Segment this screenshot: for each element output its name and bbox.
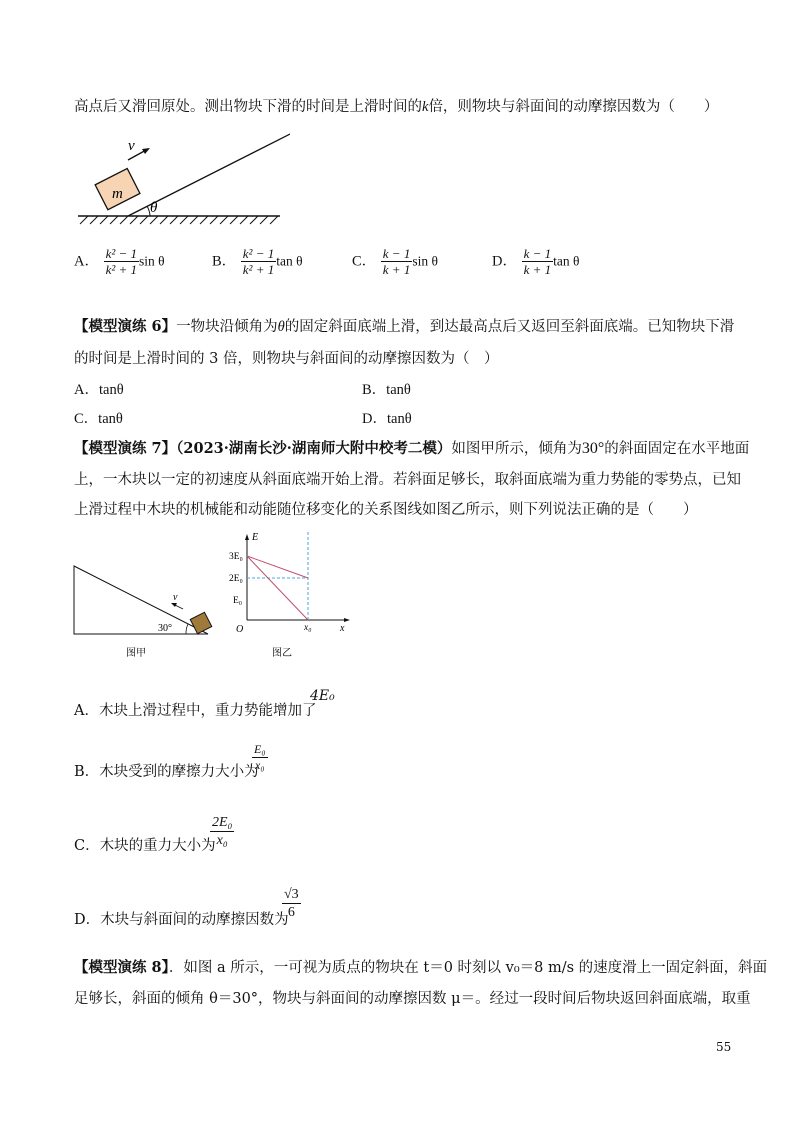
angle-arc-30 [186, 624, 188, 634]
wooden-block [190, 612, 212, 634]
q7-option-a[interactable]: A．木块上滑过程中，重力势能增加了 [74, 703, 317, 719]
caption-yi: 图乙 [272, 648, 292, 659]
q6-option-a[interactable]: A．tanθ [74, 382, 124, 398]
q8-line-1: 【模型演练 8】．如图 a 所示，一可视为质点的物块在 t＝0 时刻以 v₀＝8 m/s 的速度滑上一固定斜面，斜面 [74, 959, 768, 976]
yi-y-label: E [252, 532, 259, 543]
q7-tag: 【模型演练 7】 [74, 440, 177, 457]
yi-x-label: x [340, 623, 345, 634]
yi-origin: O [236, 624, 244, 635]
q8-line-2: 足够长，斜面的倾角 θ＝30°，物块与斜面间的动摩擦因数 μ＝。经过一段时间后物块返回斜面底端，取重 [74, 991, 751, 1007]
q6-option-c[interactable]: C．tanθ [74, 411, 123, 427]
q7-option-d-fraction: $\frac{√3}{6}$ [284, 887, 299, 920]
q6-option-d[interactable]: D．tanθ [362, 411, 412, 427]
q6-option-b[interactable]: B．tanθ [362, 382, 411, 398]
q7-line-1: 【模型演练 7】（2023·湖南长沙·湖南师大附中校考二模）如图甲所示，倾角为30°的斜面固定在水平地面 [74, 440, 750, 457]
q8-tag: 【模型演练 8】 [74, 959, 169, 976]
q7-option-b[interactable]: B．木块受到的摩擦力大小为 [74, 764, 259, 780]
yi-tick-e0: E₀ [233, 596, 243, 606]
jia-velocity-label: v [173, 592, 178, 603]
q7-line-2: 上，一木块以一定的初速度从斜面底端开始上滑。若斜面足够长，取斜面底端为重力势能的零势点，已知 [74, 472, 741, 488]
q7-option-d[interactable]: D．木块与斜面间的动摩擦因数为 [74, 912, 289, 928]
q7-line-3: 上滑过程中木块的机械能和动能随位移变化的关系图线如图乙所示，则下列说法正确的是（ ） [74, 502, 698, 518]
figure-yi [228, 528, 356, 660]
yi-tick-2e0: 2E₀ [229, 574, 243, 584]
q5-option-b[interactable]: B． $\frac{\text{k² − 1}}{\text{k² + 1}}$ tan θ [212, 246, 303, 277]
q7-option-c-fraction: $\frac{\text{2E₀}}{\text{x₀}}$ [212, 815, 233, 848]
theta-label: θ [150, 200, 158, 216]
question-continuation: 高点后又滑回原处。测出物块下滑的时间是上滑时间的k倍，则物块与斜面间的动摩擦因数为（ ） [74, 99, 719, 115]
q7-option-b-fraction: $\frac{\text{E₀}}{\text{x₀}}$ [254, 742, 266, 772]
q7-source: （2023·湖南长沙·湖南师大附中校考二模） [176, 440, 452, 457]
mass-label: m [112, 186, 123, 202]
figure-jia [70, 560, 220, 660]
triangle-incline [74, 566, 208, 634]
caption-jia: 图甲 [126, 648, 146, 659]
page-number: 55 [716, 1040, 732, 1054]
q7-option-c[interactable]: C．木块的重力大小为 [74, 838, 216, 854]
q5-option-d[interactable]: D． $\frac{k - 1}{k + 1}$ tan θ [492, 246, 580, 277]
q5-option-a[interactable]: A． $\frac{\text{k² − 1}}{\text{k² + 1}}$ sin θ [74, 246, 165, 277]
velocity-label: v [128, 138, 135, 154]
yi-tick-3e0: 3E₀ [229, 552, 243, 562]
jia-angle-label: 30° [158, 623, 172, 634]
q6-line-2: 的时间是上滑时间的 3 倍，则物块与斜面间的动摩擦因数为（ ） [74, 351, 499, 367]
q6-line-1: 【模型演练 6】一物块沿倾角为θ的固定斜面底端上滑，到达最高点后又返回至斜面底端。已知物块下滑 [74, 318, 735, 335]
q6-tag: 【模型演练 6】 [74, 318, 177, 335]
yi-tick-x0: x₀ [304, 623, 312, 633]
mechanical-energy-line [247, 556, 308, 578]
kinetic-energy-line [247, 556, 308, 620]
ground-hatch [80, 216, 278, 224]
q5-option-c[interactable]: C． $\frac{k - 1}{k + 1}$ sin θ [352, 246, 438, 277]
incline-figure-1 [70, 130, 290, 230]
q7-option-a-expr: 4E₀ [310, 688, 335, 704]
